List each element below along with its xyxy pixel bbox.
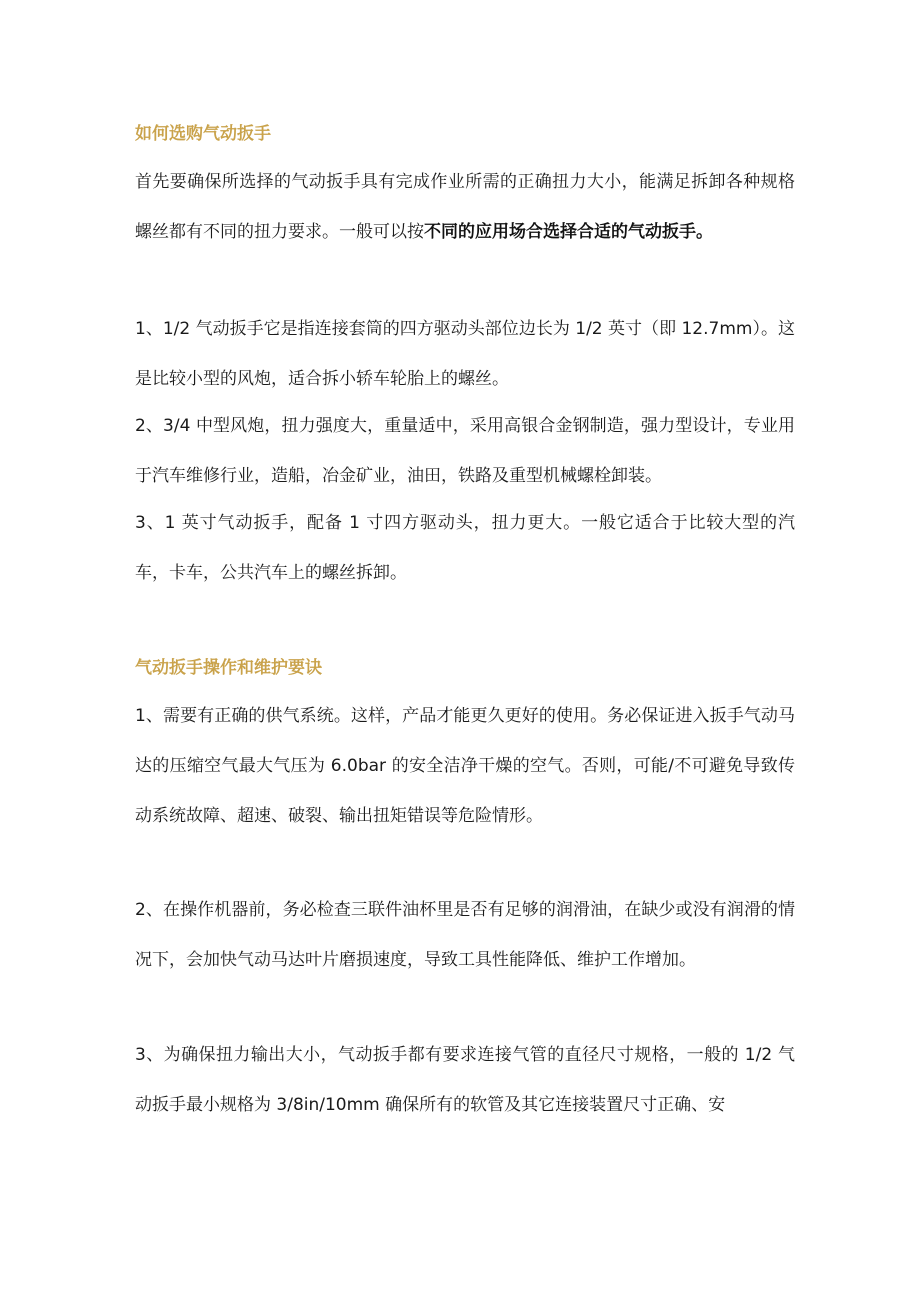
buying-item-2: 2、3/4 中型风炮，扭力强度大，重量适中，采用高银合金钢制造，强力型设计，专业用于汽车维修行业，造船，冶金矿业，油田，铁路及重型机械螺栓卸装。 — [135, 416, 795, 486]
intro-bold-text: 不同的应用场合选择合适的气动扳手。 — [424, 222, 713, 242]
intro-text: 首先要确保所选择的气动扳手具有完成作业所需的正确扭力大小，能满足拆卸各种规格螺丝都有不同的扭力要求。一般可以按 — [135, 172, 795, 242]
section-heading-buying-guide: 如何选购气动扳手 — [135, 124, 271, 144]
intro-paragraph — [135, 157, 795, 257]
maintenance-item-3: 3、为确保扭力输出大小，气动扳手都有要求连接气管的直径尺寸规格，一般的 1/2 气动扳手最小规格为 3/8in/10mm 确保所有的软管及其它连接装置尺寸正确、安 — [135, 1045, 795, 1115]
buying-item-3: 3、1 英寸气动扳手，配备 1 寸四方驱动头，扭力更大。一般它适合于比较大型的汽车，卡车，公共汽车上的螺丝拆卸。 — [135, 513, 795, 583]
maintenance-item-2: 2、在操作机器前，务必检查三联件油杯里是否有足够的润滑油，在缺少或没有润滑的情况下，会加快气动马达叶片磨损速度，导致工具性能降低、维护工作增加。 — [135, 900, 795, 970]
section-heading-operation-maintenance: 气动扳手操作和维护要诀 — [135, 658, 322, 678]
buying-item-1: 1、1/2 气动扳手它是指连接套筒的四方驱动头部位边长为 1/2 英寸（即 12.7mm）。这是比较小型的风炮，适合拆小轿车轮胎上的螺丝。 — [135, 319, 795, 389]
maintenance-item-1: 1、需要有正确的供气系统。这样，产品才能更久更好的使用。务必保证进入扳手气动马达的压缩空气最大气压为 6.0bar 的安全洁净干燥的空气。否则，可能/不可避免导致传动系统故障、超速、破裂、输出扭矩错误等危险情形。 — [135, 706, 795, 826]
